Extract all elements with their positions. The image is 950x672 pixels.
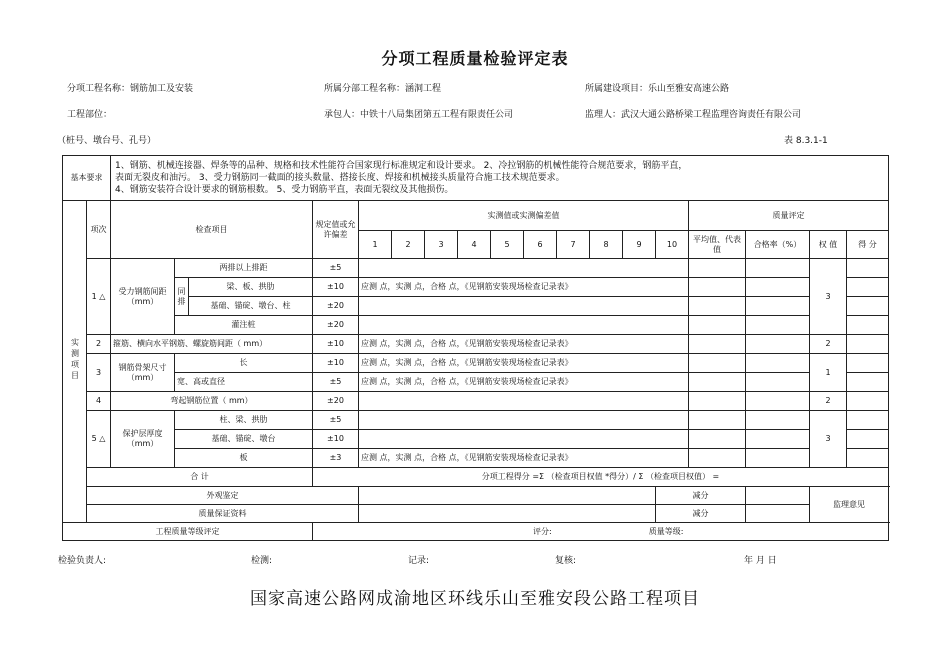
table-row <box>63 335 889 354</box>
total-row <box>63 468 889 487</box>
item-4-name: 弯起钢筋位置（ mm） <box>111 392 313 411</box>
col-spec: 规定值或允许偏差 <box>313 201 359 259</box>
item-3-name: 钢筋骨架尺寸（mm） <box>111 354 175 392</box>
item-5-name: 保护层厚度（mm） <box>111 411 175 468</box>
table-row <box>63 430 889 449</box>
item-1-no: 1 △ <box>87 259 111 335</box>
col-weight: 权 值 <box>810 231 847 259</box>
col-check-item: 检查项目 <box>111 201 313 259</box>
grade-label: 工程质量等级评定 <box>63 523 313 541</box>
col-item-no: 项次 <box>87 201 111 259</box>
col-average: 平均值、代表值 <box>689 231 746 259</box>
table-row <box>63 411 889 430</box>
subproject-name: 分项工程名称：钢筋加工及安装 <box>67 84 194 94</box>
item-5a-spec: ±5 <box>313 411 359 430</box>
basic-req-label: 基本要求 <box>63 156 111 201</box>
basic-requirements-row <box>63 156 889 201</box>
quality-docs-row <box>63 505 889 523</box>
item-2-record: 应测 点，实测 点，合格 点，《见钢筋安装现场检查记录表》 <box>359 335 689 354</box>
col-measured: 实测值或实测偏差值 <box>359 201 689 231</box>
col-num-7: 7 <box>557 231 590 259</box>
table-row <box>63 316 889 335</box>
basic-req-line-1: 1、钢筋、机械连接器、焊条等的品种、规格和技术性能符合国家现行标准规定和设计要求。 2、冷拉钢筋的机械性能符合规范要求，钢筋平直， <box>115 161 688 171</box>
item-5b-label: 基础、锚碇、墩台 <box>175 430 313 449</box>
item-3b-label: 宽、高或直径 <box>175 373 313 392</box>
table-row <box>63 278 889 297</box>
item-1-weight: 3 <box>810 259 847 335</box>
table-row <box>63 449 889 468</box>
division-name: 所属分部工程名称：涵洞工程 <box>324 84 442 94</box>
item-4-spec: ±20 <box>313 392 359 411</box>
item-5c-record: 应测 点，实测 点，合格 点，《见钢筋安装现场检查记录表》 <box>359 449 689 468</box>
item-5a-label: 柱、梁、拱肋 <box>175 411 313 430</box>
col-num-8: 8 <box>590 231 623 259</box>
total-label: 合 计 <box>87 468 313 487</box>
item-3a-label: 长 <box>175 354 313 373</box>
basic-req-line-3: 4、钢筋安装符合设计要求的钢筋根数。 5、受力钢筋平直，表面无裂纹及其他损伤。 <box>115 185 454 195</box>
score-label: 评分: <box>533 526 552 536</box>
contractor: 承包人：中铁十八局集团第五工程有限责任公司 <box>324 110 514 120</box>
page-title: 分项工程质量检验评定表 <box>381 49 569 68</box>
item-4-weight: 2 <box>810 392 847 411</box>
item-1b-label: 梁、板、拱肋 <box>189 278 313 297</box>
grade-row <box>63 523 889 541</box>
project-location: 工程部位： <box>67 110 113 120</box>
deduct-label-2: 减分 <box>656 505 746 523</box>
table-row <box>63 392 889 411</box>
item-3b-record: 应测 点，实测 点，合格 点，《见钢筋安装现场检查记录表》 <box>359 373 689 392</box>
item-2-weight: 2 <box>810 335 847 354</box>
item-3a-spec: ±10 <box>313 354 359 373</box>
inspector-label: 检验负责人: <box>58 556 107 566</box>
col-num-10: 10 <box>656 231 689 259</box>
item-5-no: 5 △ <box>87 411 111 468</box>
col-num-1: 1 <box>359 231 392 259</box>
inspection-table <box>62 155 889 541</box>
pile-number-label: （桩号、墩台号、孔号） <box>57 136 157 146</box>
supervision-label: 监理意见 <box>810 487 889 523</box>
item-3-weight: 1 <box>810 354 847 392</box>
item-3b-spec: ±5 <box>313 373 359 392</box>
table-row <box>63 259 889 278</box>
measured-items-side-label: 实测项目 <box>63 201 87 523</box>
item-1c-label: 基础、锚碇、墩台、柱 <box>189 297 313 316</box>
item-5c-spec: ±3 <box>313 449 359 468</box>
footer-project-title: 国家高速公路网成渝地区环线乐山至雅安段公路工程项目 <box>250 589 700 609</box>
table-row <box>63 354 889 373</box>
item-1a-spec: ±5 <box>313 259 359 278</box>
col-quality: 质量评定 <box>689 201 889 231</box>
construction-project: 所属建设项目：乐山至雅安高速公路 <box>585 84 730 94</box>
header-row-1 <box>63 201 889 231</box>
score-formula: 分项工程得分 =Σ （检查项目权值 *得分）/ Σ （检查项目权值） = <box>313 468 889 487</box>
item-3a-record: 应测 点，实测 点，合格 点，《见钢筋安装现场检查记录表》 <box>359 354 689 373</box>
col-num-3: 3 <box>425 231 458 259</box>
col-num-4: 4 <box>458 231 491 259</box>
col-score: 得 分 <box>847 231 889 259</box>
item-2-spec: ±10 <box>313 335 359 354</box>
item-1-name: 受力钢筋间距（mm） <box>111 259 175 335</box>
item-1d-label: 灌注桩 <box>175 316 313 335</box>
same-row-label: 同 排 <box>175 278 189 316</box>
item-2-no: 2 <box>87 335 111 354</box>
record-label: 记录: <box>408 556 430 566</box>
item-5-weight: 3 <box>810 411 847 468</box>
review-label: 复核: <box>555 556 577 566</box>
col-num-6: 6 <box>524 231 557 259</box>
col-num-2: 2 <box>392 231 425 259</box>
item-5b-spec: ±10 <box>313 430 359 449</box>
appearance-row <box>63 487 889 505</box>
item-1b-record: 应测 点，实测 点，合格 点，《见钢筋安装现场检查记录表》 <box>359 278 689 297</box>
check-label: 检测: <box>251 556 273 566</box>
item-2-name: 箍筋、横向水平钢筋、螺旋筋间距（ mm） <box>111 335 313 354</box>
grade-content <box>313 523 889 541</box>
col-num-9: 9 <box>623 231 656 259</box>
appearance-label: 外观鉴定 <box>87 487 359 505</box>
grade2-label: 质量等级: <box>648 526 684 536</box>
item-1b-spec: ±10 <box>313 278 359 297</box>
quality-docs-label: 质量保证资料 <box>87 505 359 523</box>
date-label: 年 月 日 <box>744 556 777 566</box>
table-row <box>63 373 889 392</box>
basic-req-line-2: 表面无裂皮和油污。 3、受力钢筋同一截面的接头数量、搭接长度、焊接和机械接头质量符合施工技术规范要求。 <box>115 173 565 183</box>
col-num-5: 5 <box>491 231 524 259</box>
item-5c-label: 板 <box>175 449 313 468</box>
basic-req-text <box>111 156 889 201</box>
supervisor: 监理人：武汉大通公路桥梁工程监理咨询责任有限公司 <box>585 110 802 120</box>
item-1c-spec: ±20 <box>313 297 359 316</box>
item-4-no: 4 <box>87 392 111 411</box>
table-number: 表 8.3.1-1 <box>784 136 828 146</box>
deduct-label-1: 减分 <box>656 487 746 505</box>
item-3-no: 3 <box>87 354 111 392</box>
item-1a-label: 两排以上排距 <box>175 259 313 278</box>
col-pass-rate: 合格率（%） <box>746 231 810 259</box>
item-1d-spec: ±20 <box>313 316 359 335</box>
